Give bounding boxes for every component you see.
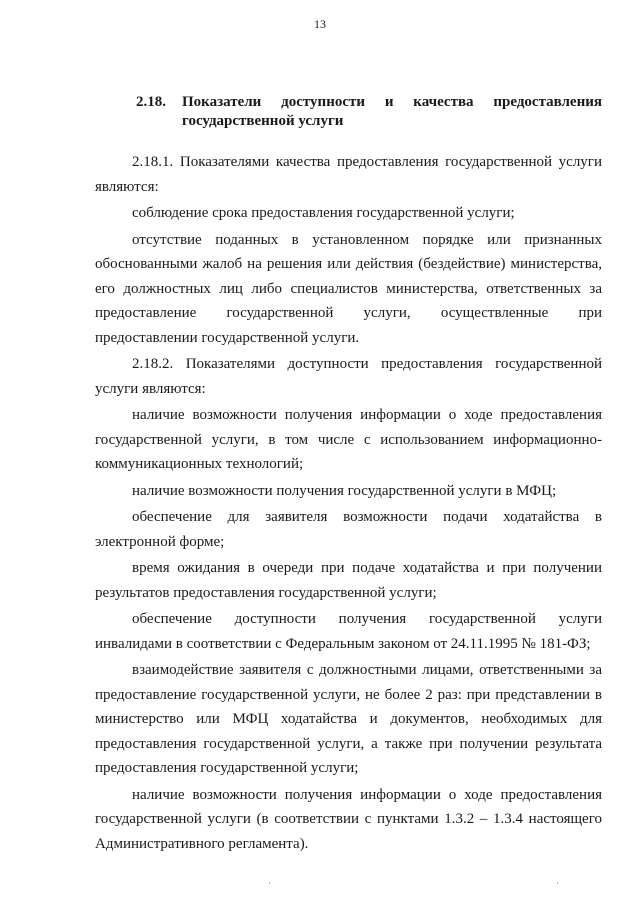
paragraph-2-18-1: 2.18.1. Показателями качества предоставления государственной услуги являются: — [95, 154, 602, 195]
paragraph-queue-time: время ожидания в очереди при подаче ходатайства и при получении результатов предоставления государственной услуги; — [95, 560, 602, 601]
paragraph-electronic-form: обеспечение для заявителя возможности подачи ходатайства в электронной форме; — [95, 509, 602, 550]
section-title-line1: Показатели доступности и качества предоставления — [182, 94, 602, 110]
paragraph-deadline: соблюдение срока предоставления государственной услуги; — [132, 205, 515, 221]
paragraph-info-availability: наличие возможности получения информации о ходе предоставления государственной услуги, в том числе с использованием информационно-коммуникационных технологий; — [95, 407, 602, 472]
document-body — [95, 150, 602, 858]
scan-mark: · — [268, 878, 271, 888]
paragraph-disabled-access: обеспечение доступности получения государственной услуги инвалидами в соответствии с Федеральным законом от 24.11.1995 № 181-ФЗ; — [95, 611, 602, 652]
scan-mark: · — [556, 878, 559, 888]
section-title-line2: государственной услуги — [182, 113, 344, 129]
paragraph-mfc: наличие возможности получения государственной услуги в МФЦ; — [132, 482, 557, 499]
section-heading — [136, 93, 602, 131]
paragraph-2-18-2: 2.18.2. Показателями доступности предоставления государственной услуги являются: — [95, 356, 602, 397]
paragraph-complaints: отсутствие поданных в установленном порядке или признанных обоснованными жалоб на решения или действия (бездействие) министерства, его должностных лиц либо специалистов министерства, ответственных за предоставление государственной услуги, осуществленные при предоставлении государственной услуги. — [95, 231, 602, 346]
section-number: 2.18. — [136, 94, 166, 110]
page-number: 13 — [314, 17, 326, 31]
paragraph-info-progress: наличие возможности получения информации о ходе предоставления государственной услуги (в соответствии с пунктами 1.3.2 – 1.3.4 настоящего Административного регламента). — [95, 786, 602, 852]
paragraph-interaction: взаимодействие заявителя с должностными лицами, ответственными за предоставление государственной услуги, не более 2 раз: при представлении в министерство или МФЦ ходатайства и документов, необходимых для предоставления государственной услуги, а также при получении результата предоставления государственной услуги; — [95, 662, 602, 776]
